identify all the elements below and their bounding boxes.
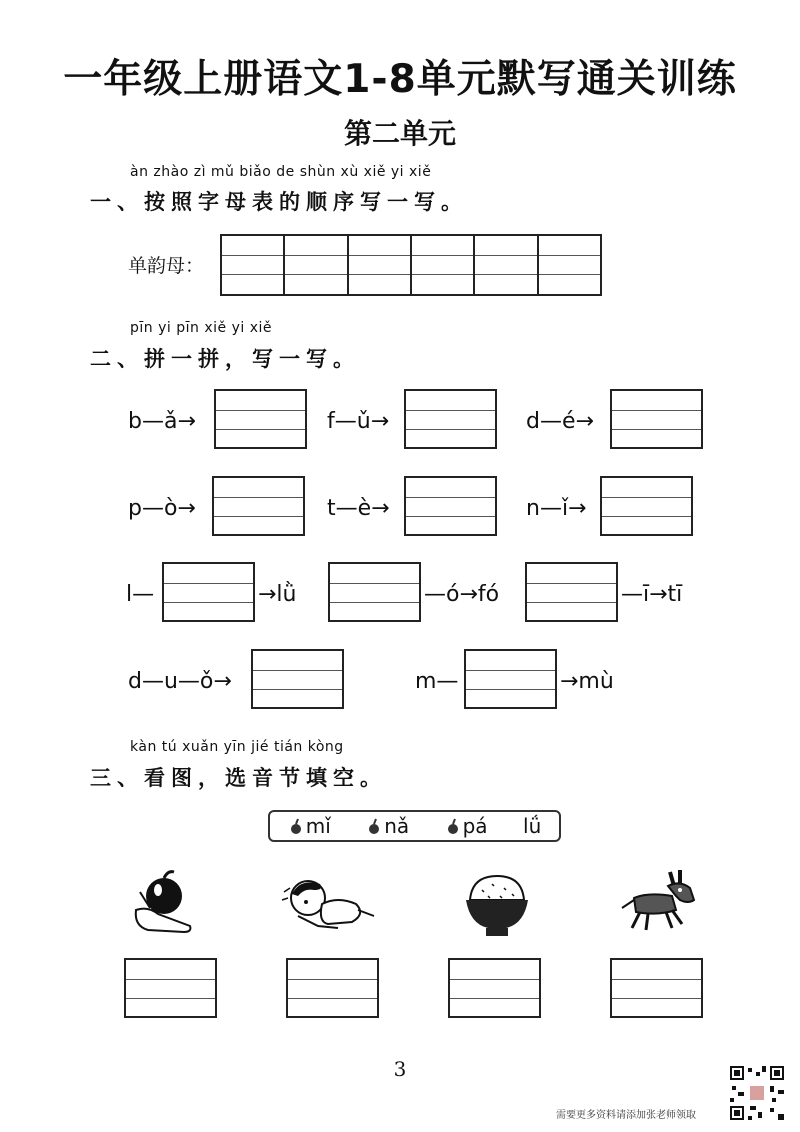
writing-cell[interactable]: [475, 236, 538, 294]
section3-heading: 三、看图，选音节填空。: [90, 766, 387, 790]
spell-prompt: d—é→: [526, 409, 594, 434]
syllable-option[interactable]: pá: [445, 814, 488, 838]
answer-box[interactable]: [251, 649, 344, 709]
writing-cell[interactable]: [539, 236, 600, 294]
answer-box[interactable]: [610, 958, 703, 1018]
answer-box[interactable]: [404, 476, 497, 536]
syllable-option[interactable]: mǐ: [288, 814, 331, 838]
spell-prompt: b—ǎ→: [128, 409, 196, 434]
spell-prompt: l—: [126, 582, 155, 607]
answer-box[interactable]: [214, 389, 307, 449]
spell-prompt: d—u—ǒ→: [128, 669, 232, 694]
answer-box[interactable]: [404, 389, 497, 449]
spell-result: —ī→tī: [621, 582, 683, 607]
rice-bowl-icon: [462, 868, 532, 940]
footer-note: 需要更多资料请添加张老师领取: [556, 1110, 696, 1121]
answer-box[interactable]: [328, 562, 421, 622]
syllable-options-bar: [268, 810, 561, 842]
spell-prompt: n—ǐ→: [526, 496, 587, 521]
spell-prompt: p—ò→: [128, 496, 196, 521]
answer-box[interactable]: [212, 476, 305, 536]
apple-stem-icon: [445, 816, 461, 836]
answer-box[interactable]: [124, 958, 217, 1018]
syllable-option[interactable]: lǘ: [523, 814, 542, 838]
donkey-icon: [618, 866, 698, 936]
spell-result: —ó→fó: [424, 582, 500, 607]
section3-pinyin: kàn tú xuǎn yīn jié tián kòng: [130, 739, 344, 755]
crawling-baby-icon: [278, 874, 378, 936]
writing-cell[interactable]: [349, 236, 412, 294]
spell-result: →lǜ: [258, 582, 297, 607]
spell-prompt: f—ǔ→: [327, 409, 390, 434]
answer-box[interactable]: [286, 958, 379, 1018]
spell-result: →mù: [560, 669, 614, 694]
writing-cell[interactable]: [412, 236, 475, 294]
qr-code-icon[interactable]: [728, 1064, 786, 1122]
writing-cell[interactable]: [222, 236, 285, 294]
apple-in-hand-icon: [128, 868, 200, 940]
answer-box[interactable]: [525, 562, 618, 622]
spell-prompt: t—è→: [327, 496, 390, 521]
answer-box[interactable]: [600, 476, 693, 536]
syllable-option[interactable]: nǎ: [366, 814, 409, 838]
apple-stem-icon: [366, 816, 382, 836]
spell-prompt: m—: [415, 669, 459, 694]
page-number: 3: [393, 1057, 407, 1081]
section1-heading: 一、按照字母表的顺序写一写。: [90, 190, 468, 214]
single-vowel-label: 单韵母：: [128, 255, 205, 277]
unit-title: 第二单元: [343, 117, 456, 150]
section2-pinyin: pīn yi pīn xiě yi xiě: [130, 320, 272, 336]
section2-heading: 二、拼一拼，写一写。: [90, 347, 360, 371]
answer-box[interactable]: [162, 562, 255, 622]
apple-stem-icon: [288, 816, 304, 836]
answer-box[interactable]: [464, 649, 557, 709]
writing-cell[interactable]: [285, 236, 348, 294]
answer-box[interactable]: [610, 389, 703, 449]
page-title: 一年级上册语文1-8单元默写通关训练: [63, 57, 737, 102]
answer-box[interactable]: [448, 958, 541, 1018]
section1-pinyin: àn zhào zì mǔ biǎo de shùn xù xiě yi xiě: [130, 164, 432, 180]
vowel-writing-grid[interactable]: [220, 234, 602, 296]
